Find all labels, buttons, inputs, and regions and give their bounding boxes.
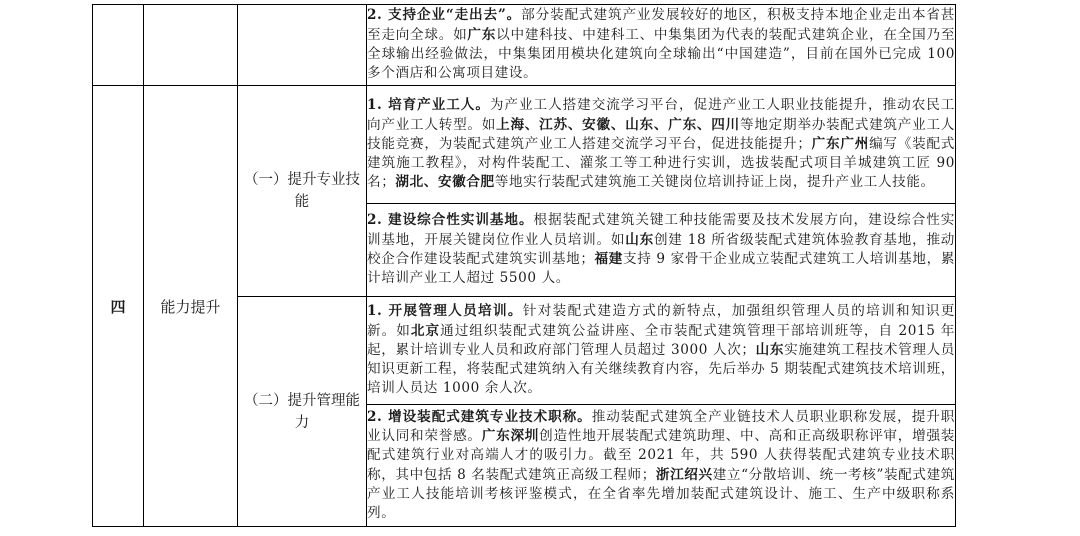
content-cell-going-global: [367, 5, 956, 86]
item-body: [367, 409, 955, 521]
table-row: [93, 5, 956, 86]
subcategory-management-ability: （二）提升管理能力: [238, 297, 367, 527]
item-heading: 2. 支持企业“走出去”。: [367, 7, 522, 24]
body-text: 为产业工人搭建交流学习平台，促进产业工人职业技能提升，推动农民工向产业工人转型。如: [367, 97, 955, 133]
highlighted-place: 广东: [467, 26, 497, 43]
body-text: 编写《装配式建筑施工教程》，对构件装配工、灌浆工等工种进行实训，选拔装配式项目羊城建筑工匠 90 名；: [367, 135, 955, 191]
body-text: 实施建筑工程技术管理人员知识更新工程，将装配式建筑纳入有关继续教育内容，先后举办 5 期装配式建筑技术培训班，培训人员达 1000 余人次。: [367, 341, 955, 397]
highlighted-place: 浙江绍兴: [655, 466, 713, 483]
section-number: 四: [93, 86, 144, 527]
highlighted-place: 山东: [755, 341, 785, 358]
content-cell-training-bases: [367, 204, 956, 297]
body-text: 创建 18 所省级装配式建筑体验教育基地，推动校企合作建设装配式建筑实训基地；: [367, 231, 955, 267]
section-title: 能力提升: [144, 86, 238, 527]
item-heading: 1. 培育产业工人。: [367, 97, 490, 114]
item-heading: 2. 增设装配式建筑专业技术职称。: [367, 408, 592, 425]
highlighted-place: 广东深圳: [481, 427, 540, 444]
subcategory-professional-skills: （一）提升专业技能: [238, 86, 367, 297]
highlighted-place: 福建: [594, 251, 624, 267]
body-text: 建立“分散培训、统一考核”装配式建筑产业工人技能培训考核评鉴模式，在全省率先增加装配式建筑设计、施工、生产中级职称系列。: [367, 466, 955, 522]
item-heading: 1. 开展管理人员培训。: [367, 303, 523, 320]
highlighted-place: 湖北、安徽合肥: [395, 174, 495, 191]
body-text: 创造性地开展装配式建筑助理、中、高和正高级职称评审，增强装配式建筑行业对高端人才的吸引力。截至 2021 年，共 590 人获得装配式建筑专业技术职称，其中包括 8 名装配式建筑正高级工程师；: [367, 427, 955, 483]
content-cell-cultivate-workers: [367, 86, 956, 204]
body-text: 以中建科技、中建科工、中集集团为代表的装配式建筑企业，在全国乃至全球输出经验做法，中集集团用模块化建筑向全球输出“中国建造”，目前在国外已完成 100 多个酒店和公寓项目建设。: [367, 26, 956, 82]
body-text: 通过组织装配式建筑公益讲座、全市装配式建筑管理干部培训班等，自 2015 年起，累计培训专业人员和政府部门管理人员超过 3000 人次；: [367, 322, 955, 358]
policy-table: [92, 4, 956, 527]
item-heading: 2. 建设综合性实训基地。: [367, 212, 534, 229]
body-text: 等地实行装配式建筑施工关键岗位培训持证上岗，提升产业工人技能。: [494, 174, 935, 191]
highlighted-place: 山东: [625, 231, 654, 248]
body-text: 根据装配式建筑关键工种技能需要及技术发展方向，建设综合性实训基地，开展关键岗位作业人员培训。如: [367, 212, 955, 248]
highlighted-place: 上海、江苏、安徽、山东、广东、四川: [496, 116, 740, 133]
body-text: 推动装配式建筑全产业链技术人员职业职称发展，提升职业认同和荣誉感。: [367, 408, 956, 444]
content-cell-manager-training: [367, 297, 956, 405]
body-text: 等地定期举办装配式建筑产业工人技能竞赛，为装配式建筑产业工人搭建交流学习平台，促进技能提升；: [367, 116, 956, 152]
table-row: [93, 86, 956, 204]
highlighted-place: 广东广州: [811, 135, 870, 152]
highlighted-place: 北京: [410, 322, 441, 339]
number-cell-empty: [93, 5, 144, 86]
body-text: 支持 9 家骨干企业成立装配式建筑工人培训基地，累计培训产业工人超过 5500 人。: [367, 251, 956, 287]
body-text: 部分装配式建筑产业发展较好的地区，积极支持本地企业走出本省甚至走向全球。如: [367, 7, 955, 43]
subcategory-cell-empty: [238, 5, 367, 86]
body-text: 针对装配式建造方式的新特点，加强组织管理人员的培训和知识更新。如: [367, 303, 955, 339]
content-cell-professional-titles: [367, 405, 956, 527]
category-cell-empty: [144, 5, 238, 86]
